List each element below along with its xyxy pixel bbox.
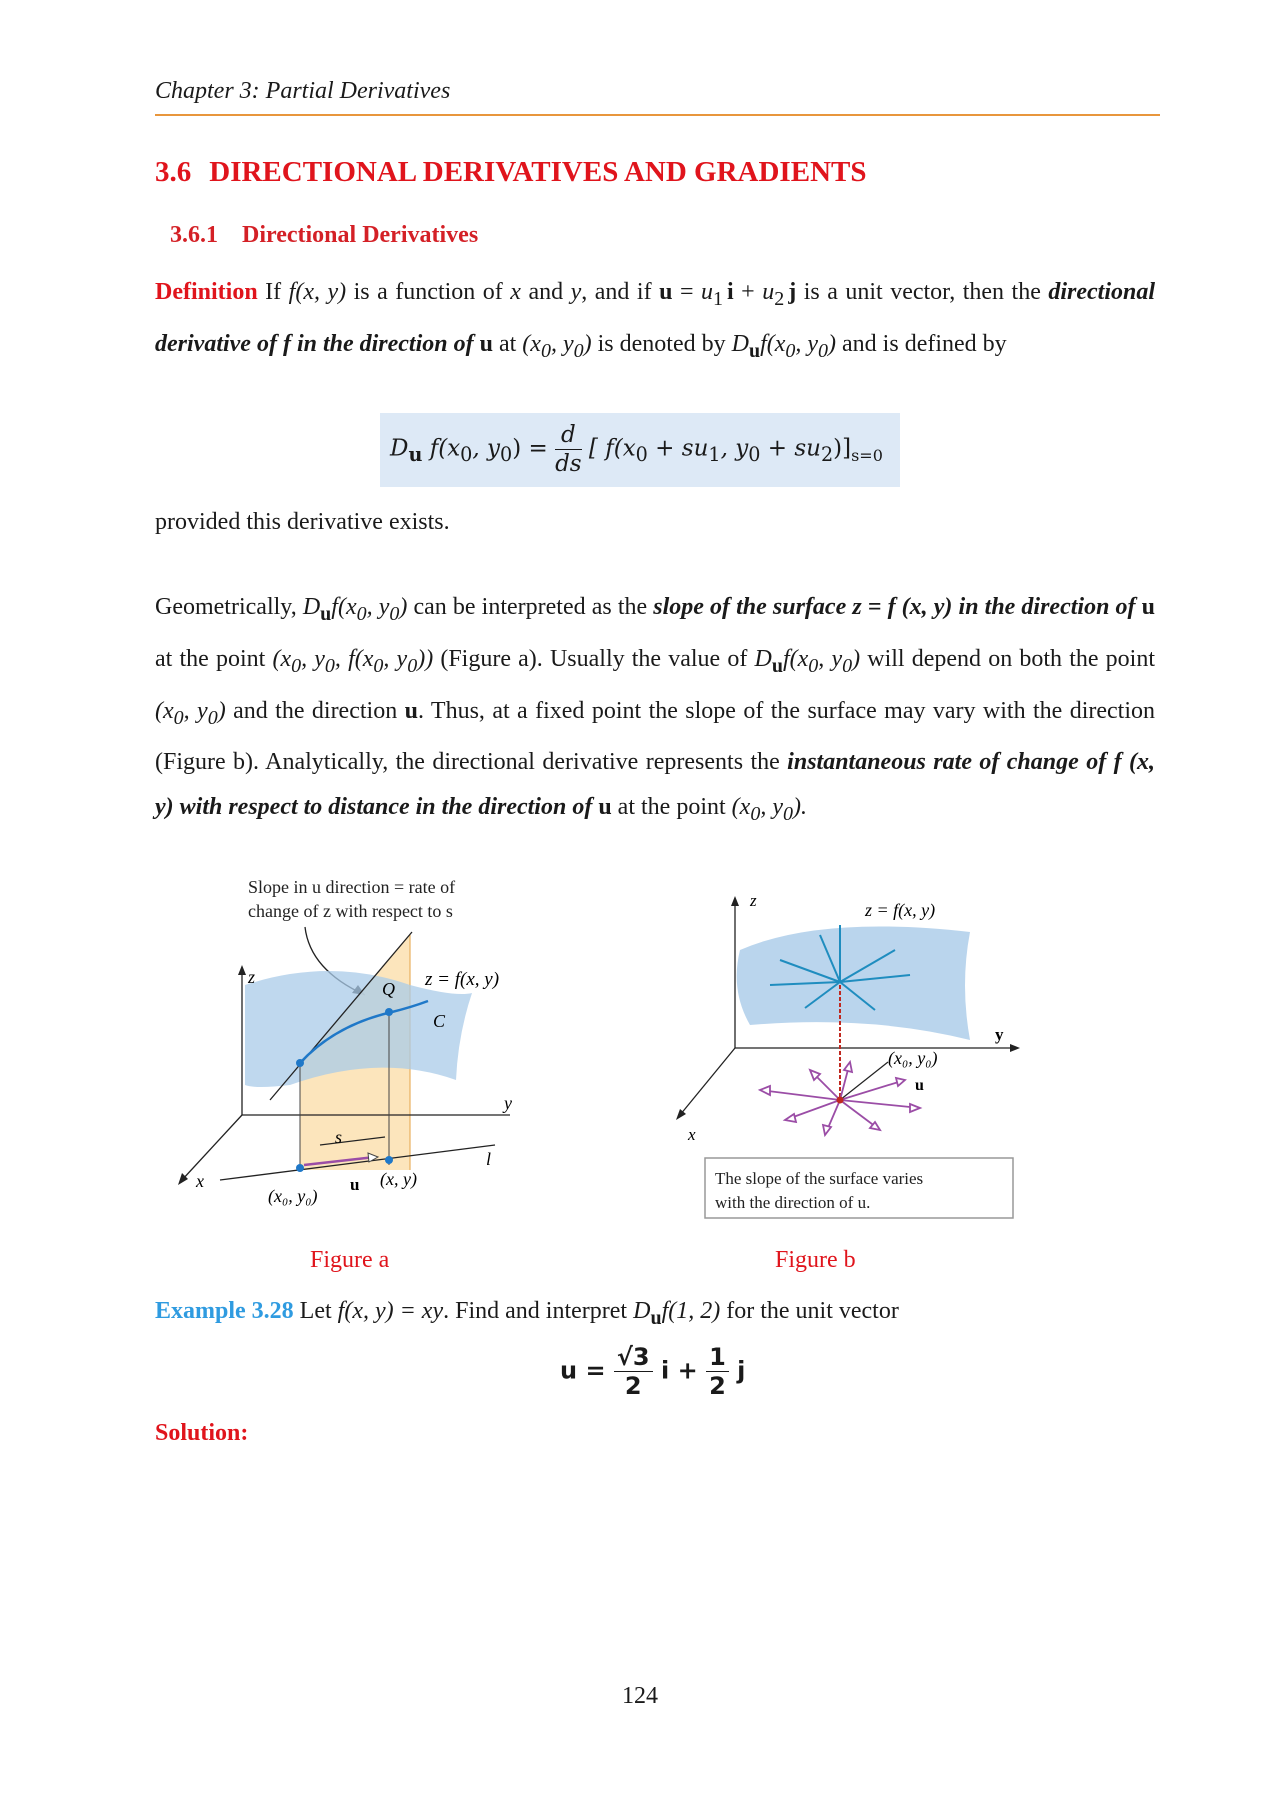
figure-a-illustration	[160, 875, 560, 1225]
figure-a-annotation-2: change of z with respect to s	[248, 901, 453, 921]
figure-a-z-label: z	[248, 967, 256, 987]
point-x0y0	[296, 1164, 304, 1172]
figure-a-xy-label: (x, y)	[380, 1169, 417, 1189]
subsection-title-text: Directional Derivatives	[242, 222, 479, 248]
figure-b-u-label: u	[915, 1077, 924, 1094]
point-x0y0-b	[837, 1097, 844, 1104]
page-number: 124	[622, 1683, 658, 1709]
definition-label: Definition	[155, 279, 258, 305]
figure-a-surface-label: z = f(x, y)	[425, 969, 500, 990]
figure-b-y-label: y	[995, 1025, 1004, 1044]
d-ds-fraction: $\frac{d}{ds}$	[555, 422, 582, 477]
figure-b-note-2: with the direction of u.	[715, 1193, 871, 1212]
point-on-surface	[296, 1059, 304, 1067]
figure-b-illustration	[670, 890, 1030, 1225]
proviso-text: provided this derivative exists.	[155, 509, 450, 535]
subsection-number: 3.6.1	[170, 222, 218, 248]
figure-b-z-label: z	[750, 891, 757, 910]
solution-label: Solution:	[155, 1420, 249, 1446]
figure-a-l-label: l	[486, 1149, 492, 1169]
figure-a-annotation-1: Slope in u direction = rate of	[248, 877, 456, 897]
surface-b	[737, 926, 970, 1040]
section-number: 3.6	[155, 156, 192, 188]
figure-a-q-label: Q	[382, 979, 395, 999]
directional-derivative-formula: $D_u$ $f(x_0$, $y_0$) = $\frac{d}{ds}$ [ $f(x_0 + su_1$, $y_0 + su_2)]_{s=0}$	[380, 413, 900, 487]
figure-b-x-label: x	[688, 1125, 696, 1144]
definition-paragraph: Definition If f(x, y) is a function of x and y, and if $u = u_1$ $i + u_2$ j is a unit vector, then the directional derivative of f in the direction of u at ($x_0$, $y_0$) is denoted by $D_uf(x_0$, $y_0$) and is defined by	[155, 279, 1156, 362]
point-xy	[385, 1156, 393, 1164]
figure-a-s-label: s	[335, 1127, 343, 1147]
figure-a-caption: Figure a	[310, 1247, 390, 1273]
subsection-title	[170, 222, 478, 249]
header-rule	[155, 114, 1160, 116]
figure-b-surface-label: z = f(x, y)	[865, 900, 936, 920]
figure-b-note-1: The slope of the surface varies	[715, 1169, 924, 1188]
figure-a-y-label: y	[504, 1093, 512, 1113]
example-label: Example 3.28	[155, 1298, 294, 1324]
x-axis-b	[680, 1048, 735, 1115]
section-title	[155, 156, 866, 189]
point-q	[385, 1008, 393, 1016]
figure-a-x-label: x	[196, 1171, 204, 1191]
x-axis	[182, 1115, 242, 1180]
chapter-header: Chapter 3: Partial Derivatives	[155, 78, 451, 104]
unit-vector-equation: u = $\frac{√3}{2}$ i + $\frac{1}{2}$ j	[560, 1343, 746, 1400]
section-title-text: DIRECTIONAL DERIVATIVES AND GRADIENTS	[209, 156, 867, 188]
figure-a-x0y0-label: (x₀, y₀)	[268, 1186, 318, 1206]
example-paragraph: Example 3.28 Let f(x, y) = xy. Find and interpret $D_uf(1$, 2) for the unit vector	[155, 1298, 899, 1329]
figure-b-x0y0-label: (x₀, y₀)	[888, 1048, 938, 1068]
figure-a-c-label: C	[433, 1011, 446, 1031]
figure-a-u-label: u	[350, 1175, 360, 1194]
geometric-paragraph: Geometrically, $D_uf(x_0$, $y_0$) can be interpreted as the slope of the surface z = f (x, y) in the direction of u at the point ($x_0$, $y_0$, $f(x_0$, $y_0$)) (Figure a). Usually the value of $D_uf(x_0$, $y_0$) will depend on both the point ($x_0$, $y_0$) and the direction u. Thus, at a fixed point the slope of the surface may vary with the direction (Figure b). Analytically, the directional derivative represents the instantaneous rate of change of f (x, y) with respect to distance in the direction of u at the point ($x_0$, $y_0$).	[155, 594, 1156, 826]
definition-term: directional derivative of f in the direction of	[155, 279, 1156, 357]
figure-b-caption: Figure b	[775, 1247, 856, 1273]
